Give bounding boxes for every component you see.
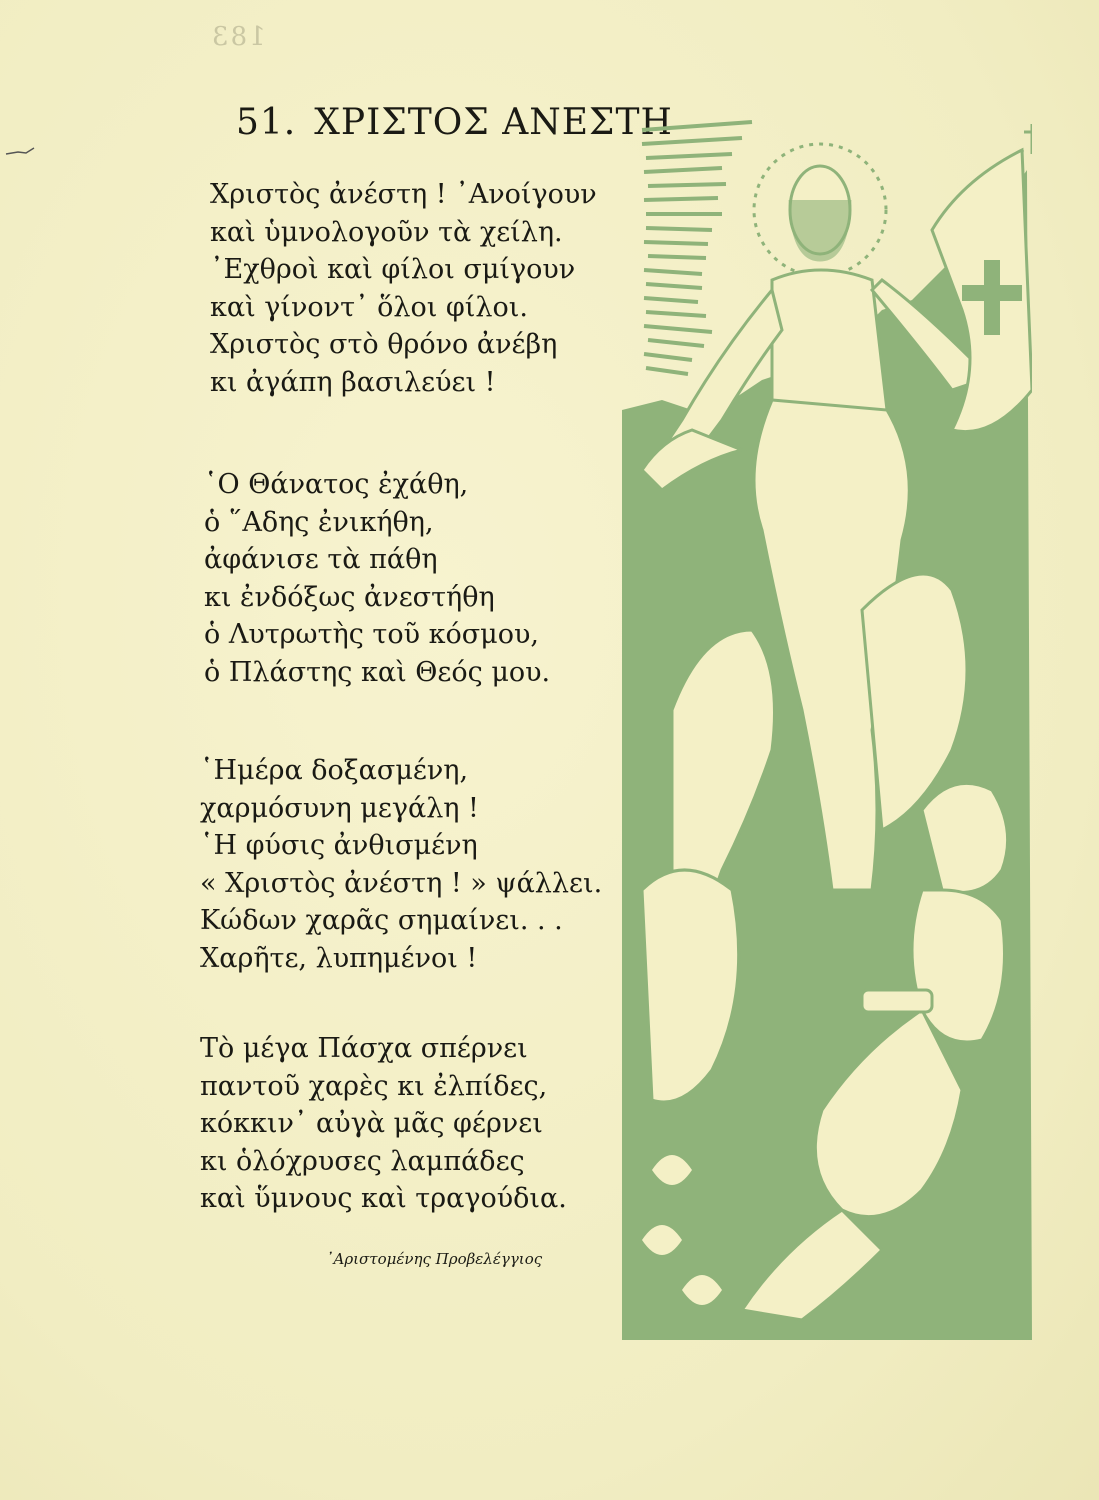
poem-line: Κώδων χαρᾶς σημαίνει. . .	[200, 905, 563, 936]
stanza-4	[200, 1030, 620, 1218]
poem-line: ὁ ῞Αδης ἐνικήθη,	[204, 506, 434, 538]
poem-line: ῾Ημέρα δοξασμένη,	[200, 755, 469, 786]
stanza-2	[200, 466, 620, 691]
margin-pencil-mark	[4, 142, 38, 158]
poem-line: ῾Η φύσις ἀνθισμένη	[200, 830, 478, 861]
poem-line: κι ὁλόχρυσες λαμπάδες	[200, 1145, 525, 1177]
poem-line: παντοῦ χαρὲς κι ἐλπίδες,	[200, 1070, 548, 1102]
stanza-3	[200, 752, 620, 977]
poem-line: ᾿Εχθροὶ καὶ φίλοι σμίγουν	[210, 254, 576, 285]
poem-author: ᾿Αριστομένης Προβελέγγιος	[326, 1250, 543, 1268]
poem-line: Χαρῆτε, λυπημένοι !	[200, 942, 478, 974]
poem-line: κι ἀγάπη βασιλεύει !	[210, 366, 496, 398]
poem-line: ὁ Λυτρωτὴς τοῦ κόσμου,	[204, 619, 539, 650]
faint-page-number: 183	[210, 22, 266, 52]
poem-line: « Χριστὸς ἀνέστη ! » ψάλλει.	[200, 867, 603, 899]
poem-line: Τὸ μέγα Πάσχα σπέρνει	[200, 1033, 528, 1064]
poem-line: ὁ Πλάστης καὶ Θεός μου.	[204, 656, 551, 688]
stanza-1	[200, 176, 620, 401]
poem-line: καὶ γίνοντ᾿ ὅλοι φίλοι.	[210, 291, 528, 323]
poem-line: κόκκιν᾿ αὐγὰ μᾶς φέρνει	[200, 1108, 543, 1139]
poem-title	[236, 102, 673, 143]
poem-title-text: ΧΡΙΣΤΟΣ ΑΝΕΣΤΗ	[314, 102, 673, 143]
poem-line: καὶ ὕμνους καὶ τραγούδια.	[200, 1183, 567, 1214]
poem-number: 51.	[236, 102, 297, 143]
resurrection-illustration	[622, 110, 1032, 1340]
poem-line: ἀφάνισε τὰ πάθη	[204, 544, 438, 575]
poem-line: Χριστὸς στὸ θρόνο ἀνέβη	[210, 329, 558, 360]
poem-line: ῾Ο Θάνατος ἐχάθη,	[204, 469, 469, 500]
poem-line: κι ἐνδόξως ἀνεστήθη	[204, 581, 495, 613]
poem-line: καὶ ὑμνολογοῦν τὰ χείλη.	[210, 216, 563, 248]
poem-line: Χριστὸς ἀνέστη ! ᾿Ανοίγουν	[210, 179, 597, 210]
poem-line: χαρμόσυνη μεγάλη !	[200, 792, 479, 824]
